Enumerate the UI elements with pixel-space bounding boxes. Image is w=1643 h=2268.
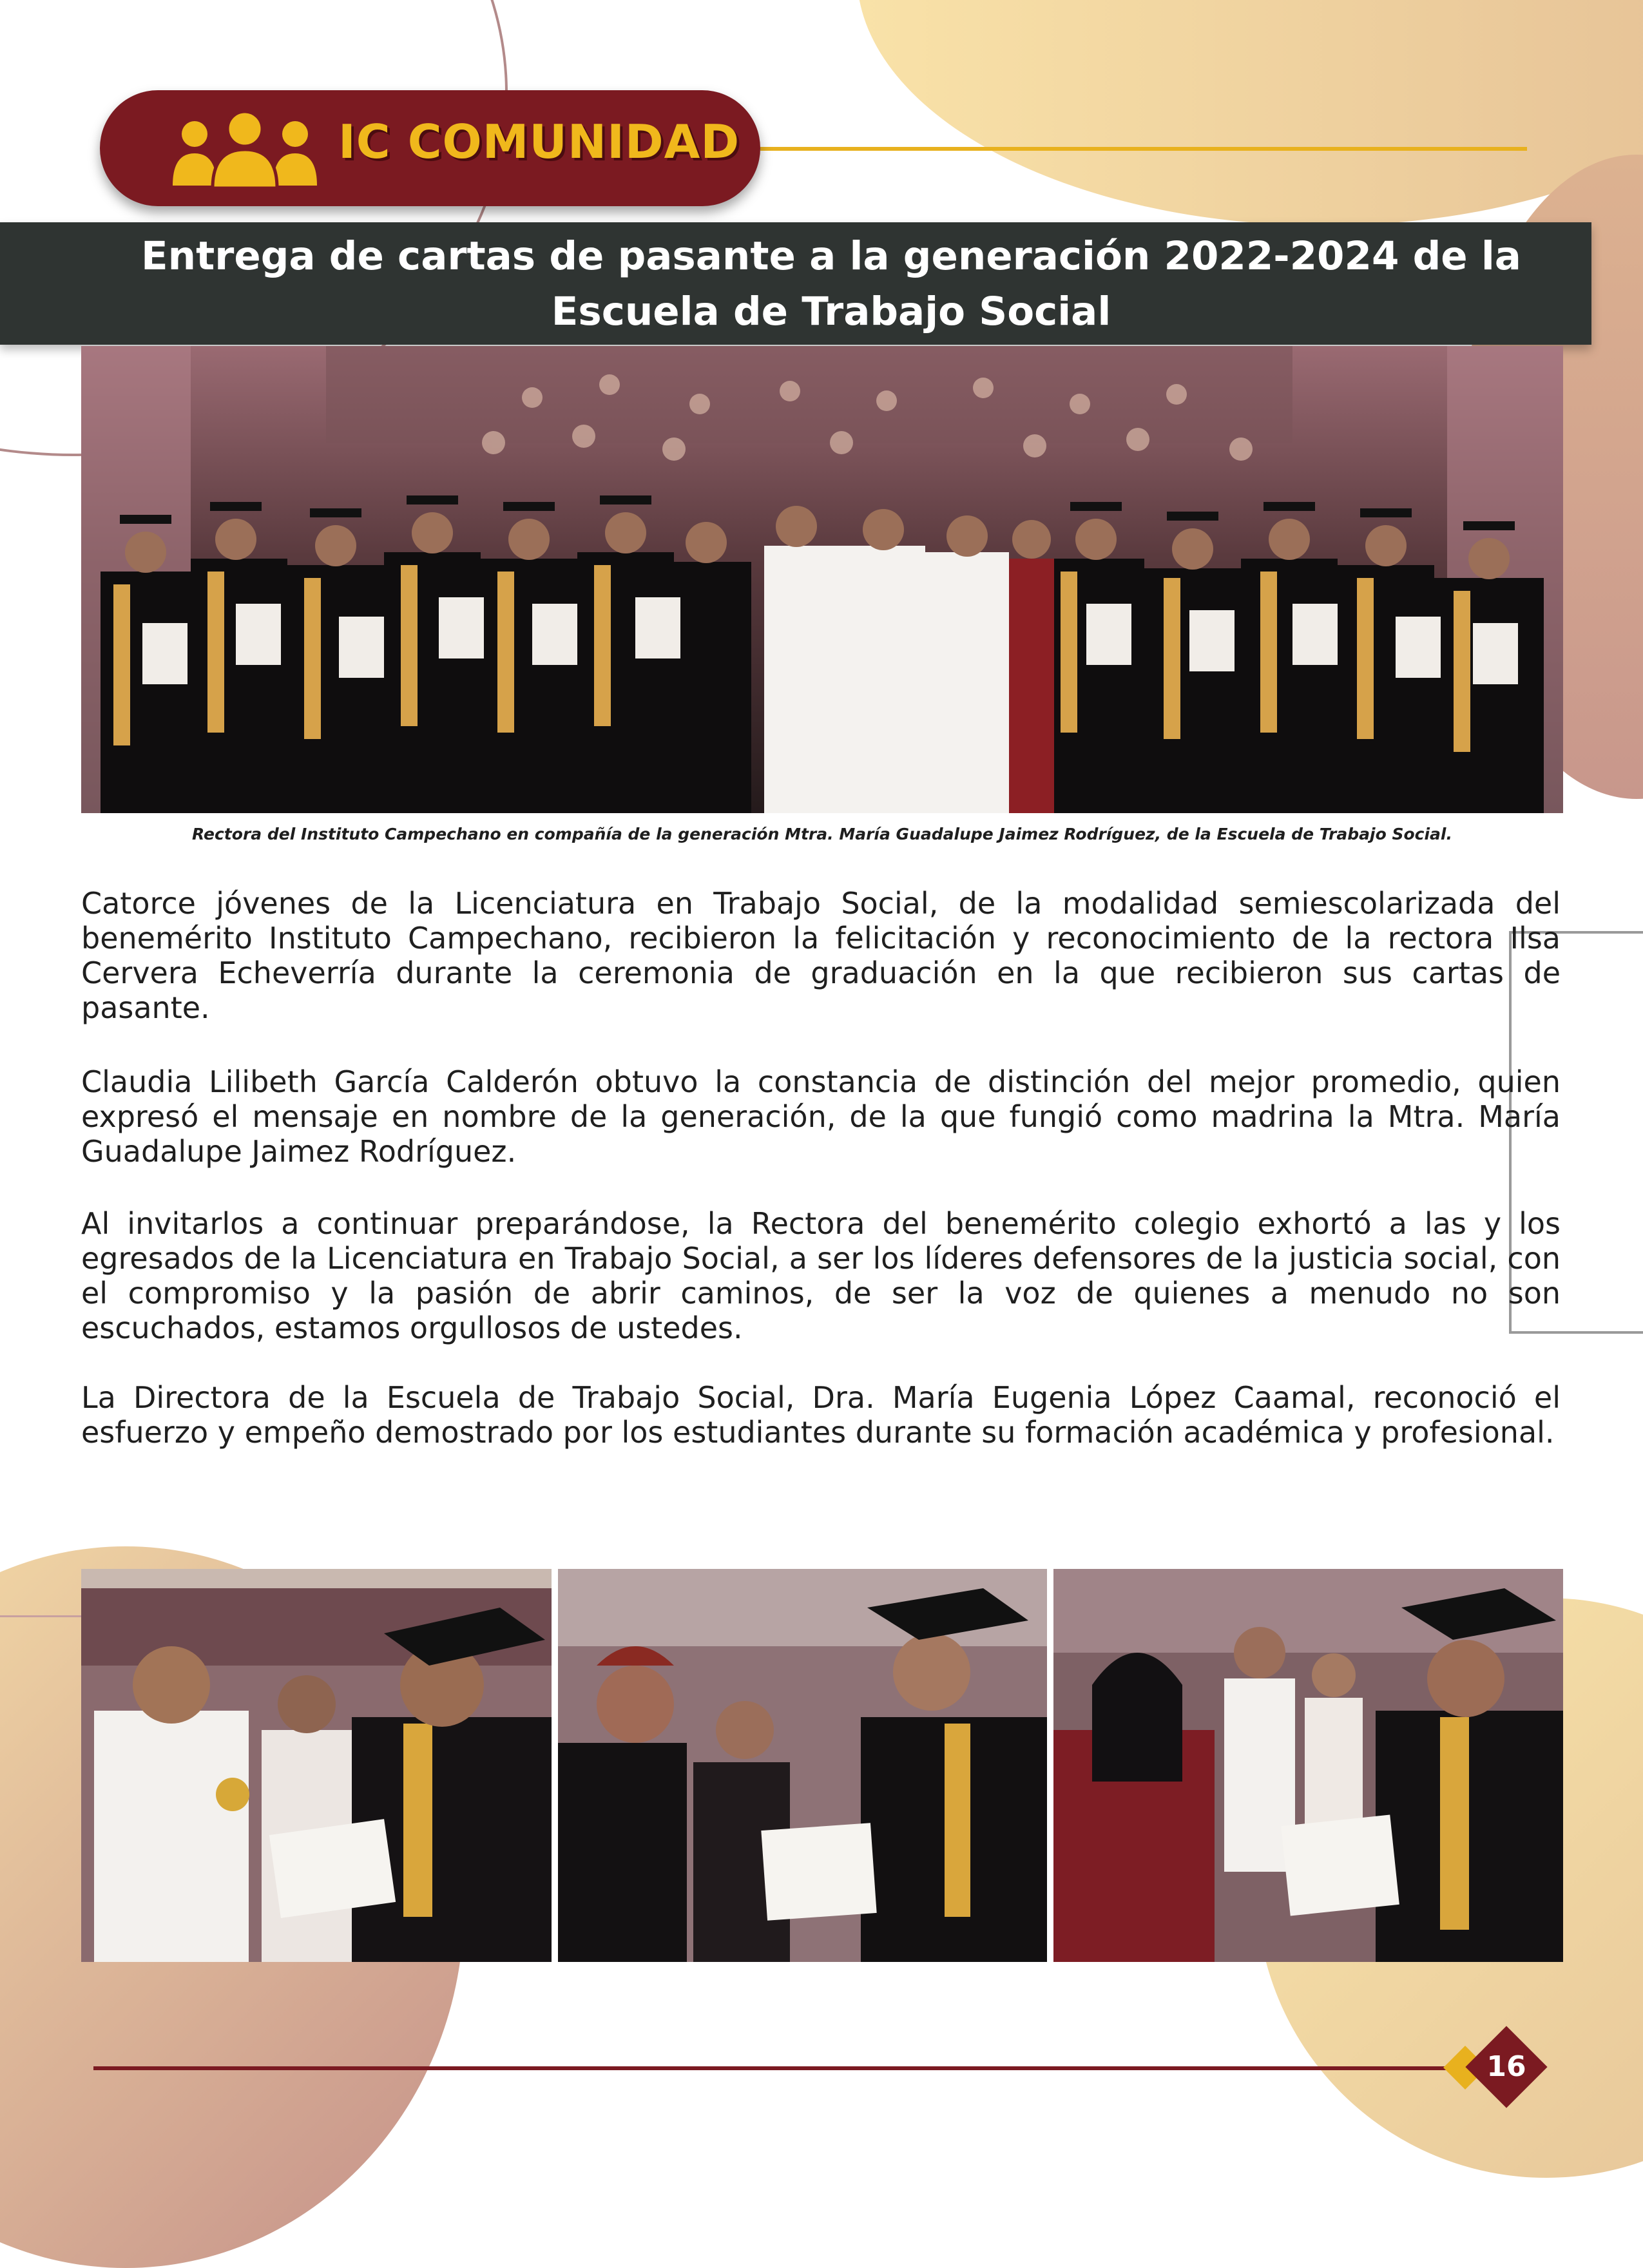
main-group-photo [81,346,1563,813]
article-title: Entrega de cartas de pasante a la generación 2022-2024 de la Escuela de Trabajo Social [141,233,1521,334]
paragraph-1: Catorce jóvenes de la Licenciatura en Trabajo Social, de la modalidad semiescolarizada del benemérito Instituto Campechano, recibieron la felicitación y reconocimiento de la rectora Ilsa Cervera Echeverría durante la ceremonia de graduación en la que recibieron sus cartas de pasante. [81,886,1561,1025]
bottom-photo-1 [81,1569,552,1962]
paragraph-2: Claudia Lilibeth García Calderón obtuvo la constancia de distinción del mejor promedio, quien expresó el mensaje en nombre de la generación, de la que fungió como madrina la Mtra. María Guadalupe Jaimez Rodríguez. [81,1064,1561,1169]
paragraph-3: Al invitarlos a continuar preparándose, la Rectora del benemérito colegio exhortó a las y los egresados de la Licenciatura en Trabajo Social, a ser los líderes defensores de la justicia social, con el compromiso y la pasión de abrir caminos, de ser la voz de quienes a menudo no son escuchados, estamos orgullosos de ustedes. [81,1206,1561,1345]
paragraph-4: La Directora de la Escuela de Trabajo Social, Dra. María Eugenia López Caamal, reconoció el esfuerzo y empeño demostrado por los estudiantes durante su formación académica y profesional. [81,1380,1561,1450]
section-label: IC COMUNIDAD [338,115,740,169]
main-photo-caption: Rectora del Instituto Campechano en compañía de la generación Mtra. María Guadalupe Jaimez Rodríguez, de la Escuela de Trabajo Social. [192,825,1452,843]
bottom-photo-3 [1053,1569,1563,1962]
header-gold-rule [760,147,1527,151]
bottom-photo-2 [558,1569,1047,1962]
footer-rule [93,2066,1446,2070]
decorative-blob-top-right [857,0,1643,226]
people-group-icon [168,107,322,191]
page-number: 16 [1486,2050,1526,2083]
